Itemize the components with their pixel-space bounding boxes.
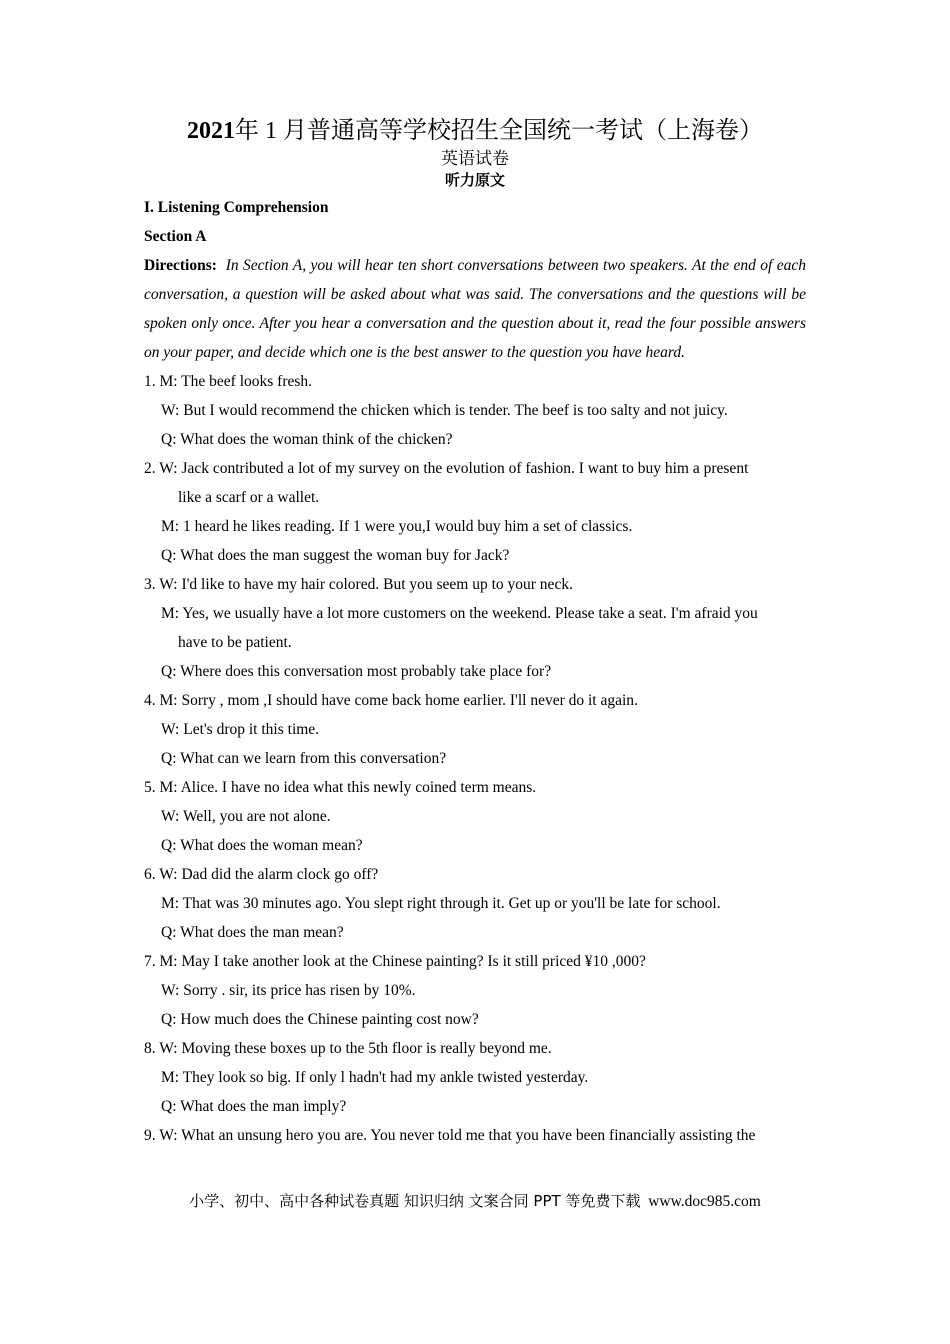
dialogue-line: M: That was 30 minutes ago. You slept right through it. Get up or you'll be late for school. [161,895,721,912]
page-subtitle-2: 听力原文 [444,171,505,189]
question-line: Q: Where does this conversation most probably take place for? [161,663,552,680]
directions-text: In Section A, you will hear ten short conversations between two speakers. At the end of each conversation, a question will be asked about what was said. The conversations and the questions will be spoken only once. After you hear a conversation and the question about it, read the four possible answers on your paper, and decide which one is the best answer to the question you have heard. [144,257,807,361]
title-month: 1 [265,118,277,144]
dialogue-line: 5. M: Alice. I have no idea what this newly coined term means. [144,779,537,796]
question-line: Q: What can we learn from this conversation? [161,750,447,767]
title-year-cn: 年 [235,118,259,144]
dialogue-line: W: Sorry . sir, its price has risen by 10%. [161,982,416,999]
dialogue-line: 1. M: The beef looks fresh. [144,373,313,390]
question-line: Q: What does the man suggest the woman buy for Jack? [161,547,510,564]
dialogue-line: have to be patient. [178,634,292,651]
dialogue-line: 2. W: Jack contributed a lot of my survey on the evolution of fashion. I want to buy him a present [144,460,749,477]
footer-url[interactable]: www.doc985.com [648,1193,761,1210]
dialogue-line: W: Let's drop it this time. [161,721,320,738]
title-year: 2021 [187,118,235,144]
dialogue-line: 3. W: I'd like to have my hair colored. But you seem up to your neck. [144,576,573,593]
dialogue-line: 8. W: Moving these boxes up to the 5th floor is really beyond me. [144,1040,552,1057]
directions-paragraph [144,251,806,367]
dialogue-line: 7. M: May I take another look at the Chinese painting? Is it still priced ¥10 ,000? [144,953,646,970]
page-title [0,114,950,148]
part-heading: I. Listening Comprehension [144,199,329,216]
page-subtitle: 英语试卷 [441,149,509,168]
title-rest: 月普通高等学校招生全国统一考试（上海卷） [283,118,763,144]
dialogue-line: 9. W: What an unsung hero you are. You never told me that you have been financially assisting the [144,1127,756,1144]
dialogue-line: 4. M: Sorry , mom ,I should have come back home earlier. I'll never do it again. [144,692,638,709]
dialogue-line: 6. W: Dad did the alarm clock go off? [144,866,379,883]
question-line: Q: What does the man mean? [161,924,344,941]
dialogue-line: W: But I would recommend the chicken which is tender. The beef is too salty and not juicy. [161,402,728,419]
question-line: Q: How much does the Chinese painting cost now? [161,1011,479,1028]
dialogue-line: M: 1 heard he likes reading. If 1 were you,I would buy him a set of classics. [161,518,633,535]
dialogue-line: W: Well, you are not alone. [161,808,331,825]
directions-label: Directions: [144,257,217,274]
page-footer [0,1189,950,1214]
question-line: Q: What does the woman mean? [161,837,363,854]
question-line: Q: What does the man imply? [161,1098,347,1115]
section-heading: Section A [144,228,207,245]
document-body [144,193,806,1150]
question-line: Q: What does the woman think of the chicken? [161,431,453,448]
dialogue-line: M: They look so big. If only l hadn't had my ankle twisted yesterday. [161,1069,589,1086]
footer-text: 小学、初中、高中各种试卷真题 知识归纳 文案合同 PPT 等免费下载 [189,1192,641,1210]
dialogue-line: M: Yes, we usually have a lot more customers on the weekend. Please take a seat. I'm afraid you [161,605,758,622]
dialogue-line: like a scarf or a wallet. [178,489,320,506]
